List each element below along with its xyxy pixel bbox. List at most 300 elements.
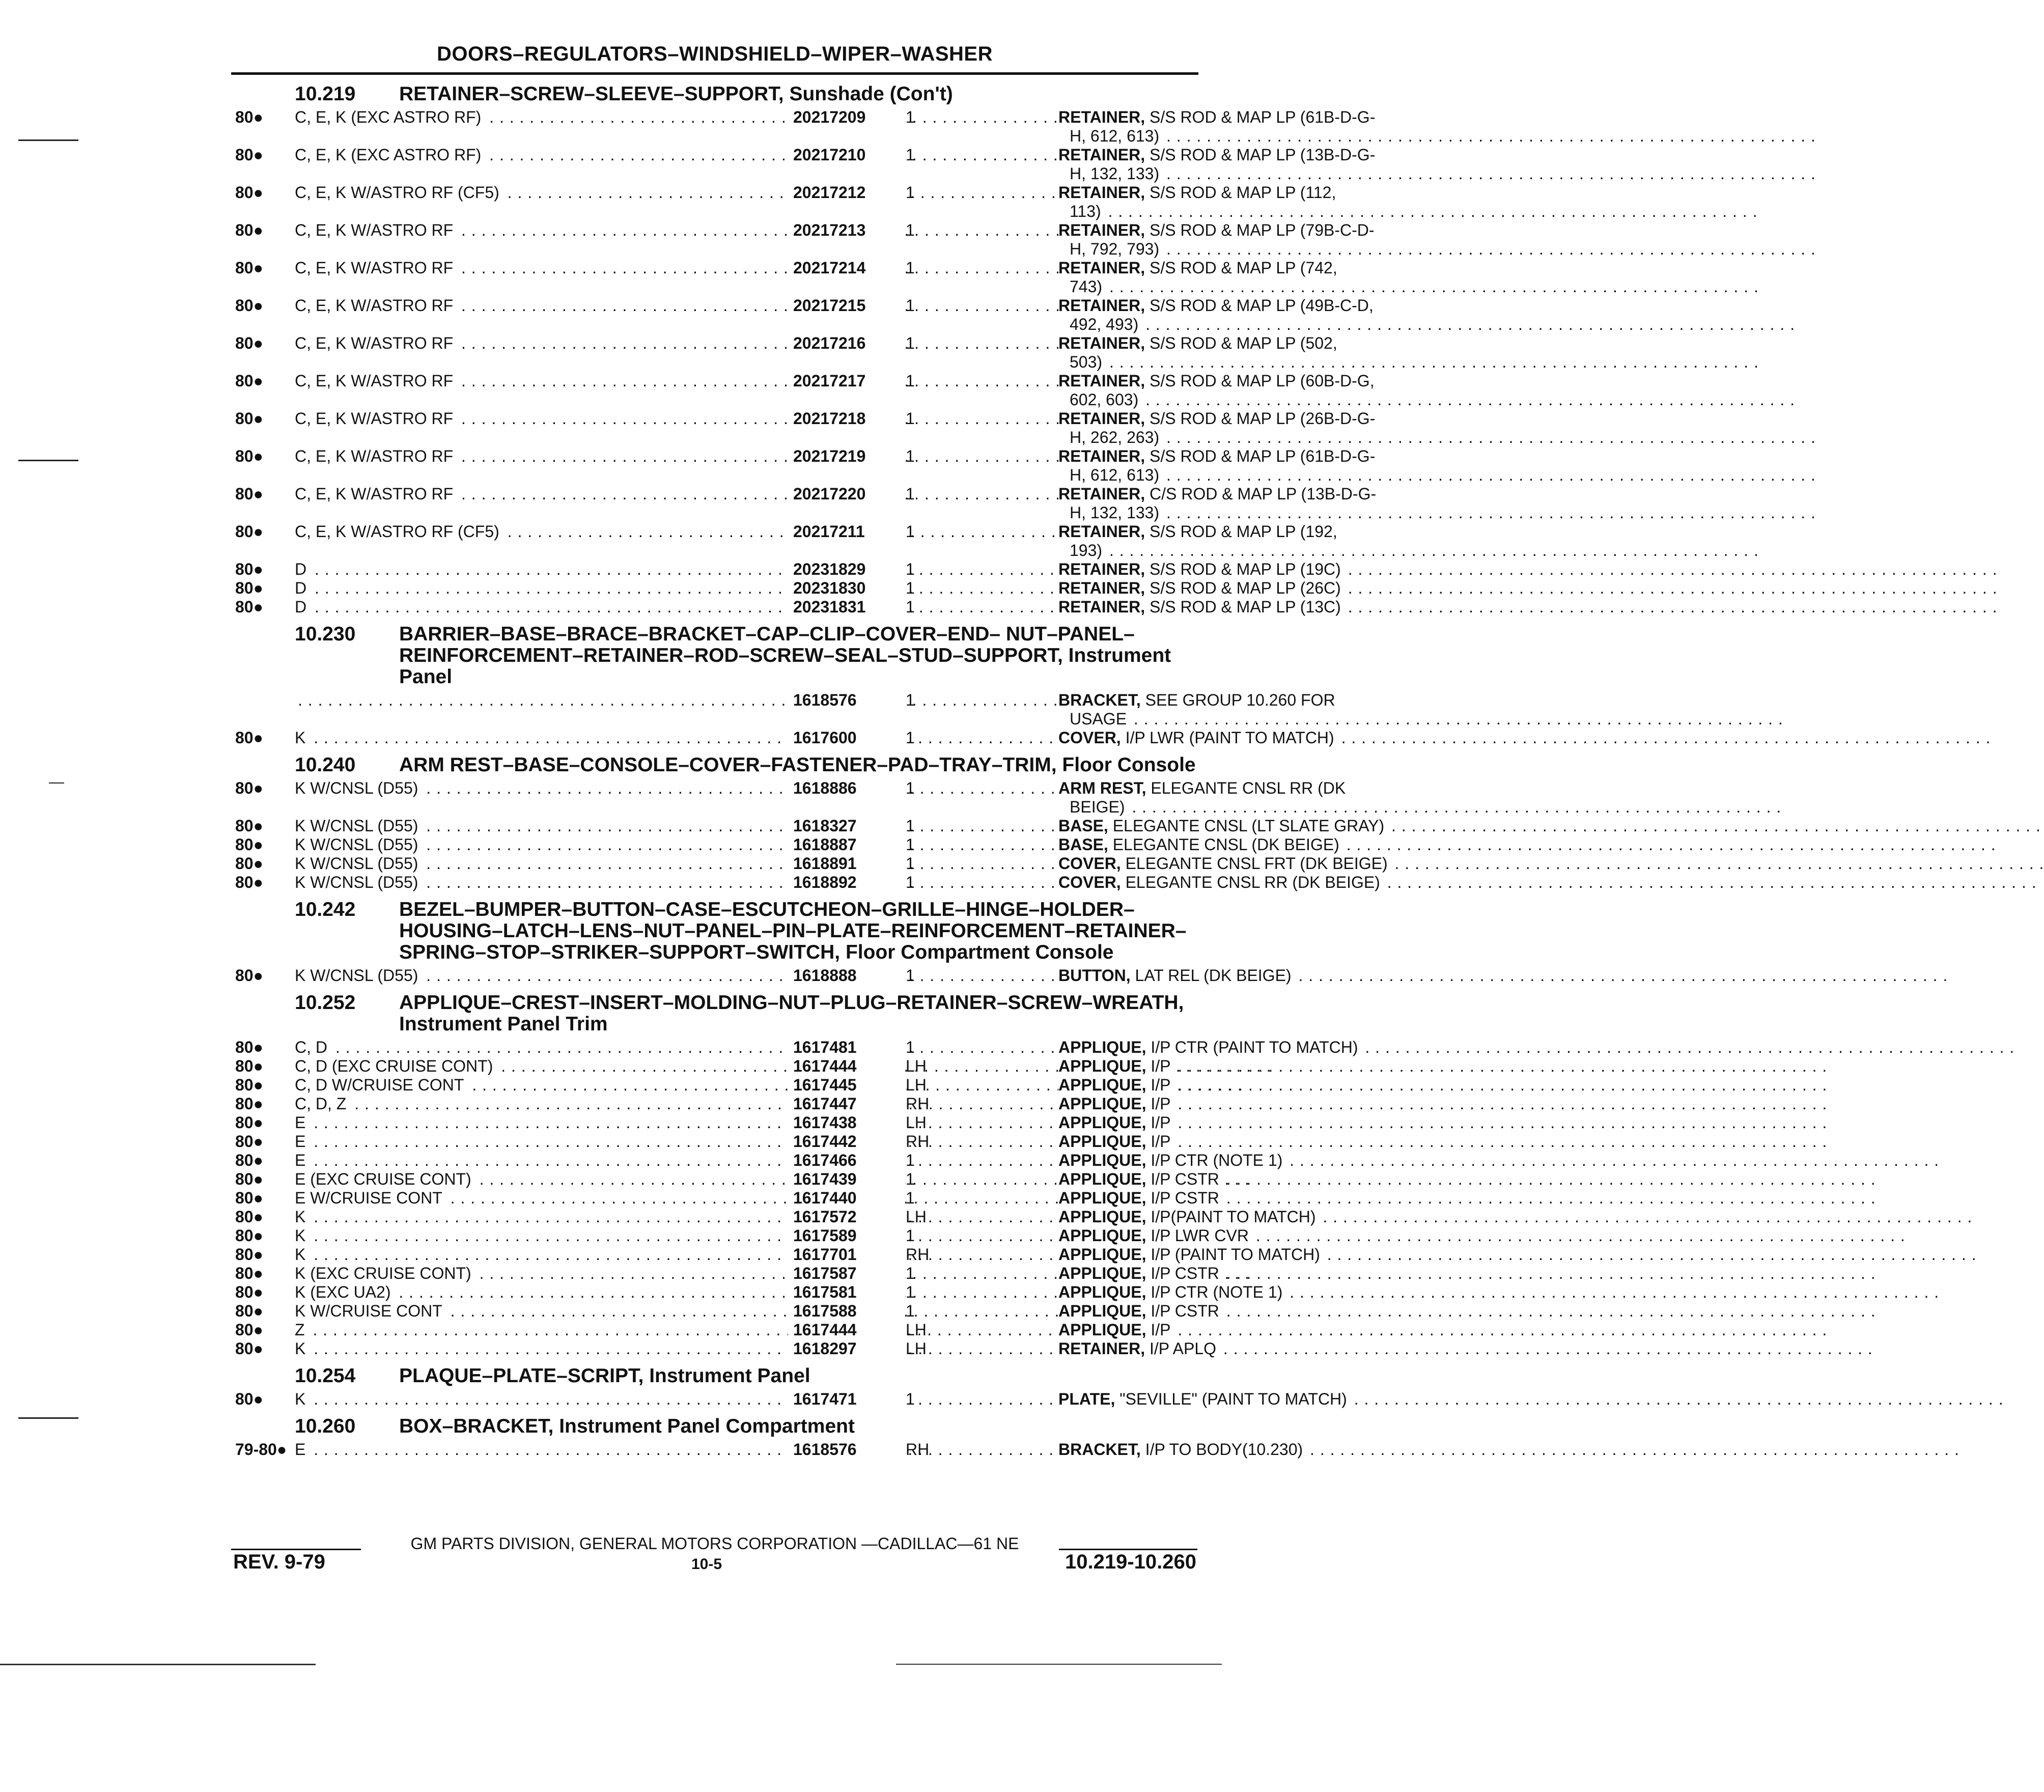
description-continuation <box>1058 127 1420 146</box>
quantity: 1 <box>906 1170 915 1188</box>
usage-cell <box>295 1245 791 1264</box>
description-text <box>1058 1245 1322 1264</box>
footer-text: GM PARTS DIVISION, GENERAL MOTORS CORPORATION —CADILLAC—61 NE <box>410 1534 1019 1553</box>
part-number: 1617701 <box>788 1245 905 1264</box>
description <box>1058 447 1420 485</box>
quantity: 1 <box>906 1302 915 1320</box>
description-line <box>1058 485 1420 503</box>
model-year: 80● <box>235 1321 263 1339</box>
part-number: 20217210 <box>788 146 905 164</box>
section-title <box>399 1365 1198 1387</box>
part-name: APPLIQUE, <box>1058 1132 1146 1151</box>
usage-text: C, D <box>295 1038 330 1056</box>
description-text <box>1058 183 1338 202</box>
description <box>1058 409 1420 447</box>
description-continuation <box>1058 240 1420 259</box>
description <box>1058 729 1420 747</box>
usage-cell <box>295 966 791 985</box>
usage-text: K <box>295 729 309 747</box>
table-row <box>231 485 1377 522</box>
description <box>1058 522 1420 560</box>
usage-cell <box>295 1038 791 1057</box>
section-number: 10.219 <box>295 83 356 105</box>
model-year: 80● <box>235 1226 263 1245</box>
quantity: 1 <box>906 579 915 597</box>
part-name: APPLIQUE, <box>1058 1189 1146 1207</box>
part-name: APPLIQUE, <box>1058 1095 1146 1113</box>
part-name: APPLIQUE, <box>1058 1113 1146 1132</box>
usage-text: C, D, Z <box>295 1095 349 1113</box>
part-detail: S/S ROD & MAP LP (742, <box>1145 259 1337 277</box>
part-detail: ELEGANTE CNSL (LT SLATE GRAY) <box>1108 817 1385 835</box>
description <box>1058 966 1420 985</box>
quantity: 1 <box>906 1038 915 1056</box>
description <box>1058 1208 1420 1226</box>
model-year: 80● <box>235 259 263 277</box>
description-continuation-text: 503) <box>1070 353 1104 371</box>
part-number: 20217218 <box>788 409 905 428</box>
usage-cell <box>295 296 791 315</box>
page-header: DOORS–REGULATORS–WINDSHIELD–WIPER–WASHER <box>437 43 993 65</box>
part-detail: I/P APLQ <box>1145 1339 1217 1358</box>
part-detail: I/P LWR CVR <box>1146 1226 1249 1245</box>
model-year: 80● <box>235 579 263 597</box>
description-line <box>1058 835 1420 854</box>
section-title-suffix: Sunshade (Con't) <box>783 83 953 105</box>
usage-cell <box>295 447 791 466</box>
section-number: 10.254 <box>295 1365 356 1387</box>
usage-cell <box>295 598 791 617</box>
part-detail: S/S ROD & MAP LP (112, <box>1145 183 1336 202</box>
part-number: 1617439 <box>788 1170 905 1189</box>
part-number: 1617466 <box>788 1151 905 1170</box>
usage-text: K W/CNSL (D55) <box>295 817 421 835</box>
part-number: 1617438 <box>788 1113 905 1132</box>
description-line <box>1058 183 1420 202</box>
usage-text: E <box>295 1113 309 1132</box>
description-text <box>1058 560 1343 578</box>
description-text <box>1058 854 1390 873</box>
usage-text: E <box>295 1440 309 1459</box>
model-year: 80● <box>235 1302 263 1320</box>
part-name: COVER, <box>1058 729 1121 747</box>
quantity: 1 <box>906 1151 915 1169</box>
part-detail: ELEGANTE CNSL RR (DK BEIGE) <box>1121 873 1380 891</box>
description <box>1058 560 1420 579</box>
description-text <box>1058 296 1376 315</box>
part-name: APPLIQUE, <box>1058 1057 1146 1075</box>
description-line <box>1058 1189 1420 1208</box>
table-row <box>231 259 1337 296</box>
description-line <box>1058 1095 1420 1113</box>
description-continuation-text: USAGE <box>1070 710 1129 728</box>
part-detail: I/P CTR (NOTE 1) <box>1146 1283 1283 1301</box>
description-continuation <box>1058 277 1420 296</box>
description-line <box>1058 779 1420 798</box>
part-number: 1617440 <box>788 1189 905 1208</box>
section-number: 10.260 <box>295 1415 356 1437</box>
model-year: 80● <box>235 334 263 352</box>
section-title-text: RETAINER–SCREW–SLEEVE–SUPPORT, <box>399 83 784 105</box>
part-number: 1617589 <box>788 1226 905 1245</box>
usage-text: D <box>295 598 310 616</box>
usage-text: D <box>295 579 310 597</box>
usage-text: K <box>295 1245 309 1264</box>
quantity: LH <box>906 1057 927 1075</box>
usage-cell <box>295 1302 791 1321</box>
model-year: 80● <box>235 1339 263 1358</box>
description-text <box>1058 835 1341 854</box>
usage-cell <box>295 1264 791 1283</box>
quantity: 1 <box>906 1390 915 1408</box>
model-year: 80● <box>235 447 263 465</box>
part-name: RETAINER, <box>1058 1339 1145 1358</box>
part-detail: I/P(PAINT TO MATCH) <box>1146 1208 1316 1226</box>
quantity: 1 <box>906 183 915 202</box>
table-row <box>231 598 1341 617</box>
usage-text: K W/CNSL (D55) <box>295 854 421 873</box>
model-year: 80● <box>235 966 263 985</box>
part-number: 1617600 <box>788 729 905 747</box>
description-line <box>1058 296 1420 315</box>
description <box>1058 1189 1420 1208</box>
table-row <box>231 873 1380 892</box>
usage-cell <box>295 835 791 854</box>
description-line <box>1058 1151 1420 1170</box>
part-detail: S/S ROD & MAP LP (61B-D-G- <box>1145 447 1376 465</box>
section-title-text: BARRIER–BASE–BRACE–BRACKET–CAP–CLIP–COVER–END– NUT–PANEL–REINFORCEMENT–RETAINER–ROD–SCREW–SEAL–STUD–SUPPORT, <box>399 623 1135 666</box>
usage-text: Z <box>295 1321 308 1339</box>
usage-cell <box>295 1076 791 1095</box>
part-number: 1618886 <box>788 779 905 798</box>
description <box>1058 1245 1420 1264</box>
part-name: PLATE, <box>1058 1390 1115 1408</box>
section-heading <box>231 1365 1198 1387</box>
table-row <box>231 1283 1283 1302</box>
part-name: APPLIQUE, <box>1058 1208 1146 1226</box>
part-number: 1618887 <box>788 835 905 854</box>
table-row <box>231 1226 1249 1245</box>
part-name: APPLIQUE, <box>1058 1302 1146 1320</box>
description <box>1058 1076 1420 1095</box>
part-number: 20217220 <box>788 485 905 503</box>
part-name: RETAINER, <box>1058 579 1145 597</box>
quantity: 1 <box>906 1283 915 1301</box>
section-title <box>399 992 1198 1035</box>
quantity: 1 <box>906 146 915 164</box>
description-line <box>1058 598 1420 617</box>
model-year: 80● <box>235 1170 263 1188</box>
part-number: 20217219 <box>788 447 905 466</box>
part-detail: "SEVILLE" (PAINT TO MATCH) <box>1115 1390 1347 1408</box>
quantity: 1 <box>906 1189 915 1207</box>
model-year: 80● <box>235 1095 263 1113</box>
part-name: RETAINER, <box>1058 485 1145 503</box>
usage-text: C, E, K W/ASTRO RF <box>295 334 456 352</box>
description-line <box>1058 1321 1420 1339</box>
description-line <box>1058 1076 1420 1095</box>
page-number: 10-5 <box>691 1556 722 1573</box>
description-text <box>1058 729 1336 747</box>
description-text <box>1058 1170 1221 1188</box>
table-row <box>231 334 1337 372</box>
usage-text: C, E, K W/ASTRO RF <box>295 485 456 503</box>
description <box>1058 579 1420 598</box>
table-row <box>231 729 1334 747</box>
table-row <box>231 108 1376 146</box>
part-detail: C/S ROD & MAP LP (13B-D-G- <box>1145 485 1377 503</box>
table-row <box>231 1440 1303 1459</box>
description-line <box>1058 579 1420 598</box>
quantity: 1 <box>906 873 915 891</box>
usage-text: C, E, K W/ASTRO RF (CF5) <box>295 183 502 202</box>
usage-text: K W/CNSL (D55) <box>295 835 421 854</box>
description-text <box>1058 1113 1172 1132</box>
table-row <box>231 854 1388 873</box>
model-year: 80● <box>235 183 263 202</box>
description-text <box>1058 1151 1284 1169</box>
usage-cell <box>295 560 791 579</box>
quantity: RH <box>906 1440 930 1459</box>
part-name: APPLIQUE, <box>1058 1264 1146 1282</box>
usage-cell <box>295 485 791 503</box>
description <box>1058 1339 1420 1358</box>
description-continuation-text: 193) <box>1070 541 1104 559</box>
description-continuation-text: H, 612, 613) <box>1070 466 1161 484</box>
model-year: 80● <box>235 1245 263 1264</box>
model-year: 80● <box>235 409 263 428</box>
part-detail: ELEGANTE CNSL FRT (DK BEIGE) <box>1121 854 1388 873</box>
model-year: 80● <box>235 779 263 797</box>
usage-text: C, E, K (EXC ASTRO RF) <box>295 146 484 164</box>
description-line <box>1058 334 1420 353</box>
usage-cell <box>295 779 791 798</box>
usage-text: C, E, K W/ASTRO RF <box>295 447 456 465</box>
description-line <box>1058 372 1420 390</box>
description <box>1058 873 1420 892</box>
part-number: 20217211 <box>788 522 905 541</box>
description-continuation <box>1058 710 1420 729</box>
part-name: ARM REST, <box>1058 779 1146 797</box>
usage-text: K W/CNSL (D55) <box>295 966 421 985</box>
usage-text: K (EXC CRUISE CONT) <box>295 1264 474 1282</box>
description-text <box>1058 1189 1221 1207</box>
section-title-suffix: Instrument Panel Trim <box>399 1013 608 1035</box>
description <box>1058 1283 1420 1302</box>
description-continuation <box>1058 466 1420 485</box>
table-row <box>231 372 1375 409</box>
part-detail: SEE GROUP 10.260 FOR <box>1140 691 1335 709</box>
quantity: 1 <box>906 372 915 390</box>
description-text <box>1058 817 1386 835</box>
table-row <box>231 1208 1316 1226</box>
part-name: RETAINER, <box>1058 598 1145 616</box>
part-name: APPLIQUE, <box>1058 1151 1146 1169</box>
usage-text: K <box>295 1226 309 1245</box>
usage-cell <box>295 334 791 353</box>
description <box>1058 334 1420 372</box>
description-text <box>1058 1132 1172 1151</box>
description-text <box>1058 409 1377 428</box>
bottom-rule <box>0 1664 316 1665</box>
part-number: 20217214 <box>788 259 905 277</box>
description-text <box>1058 1390 1349 1408</box>
quantity: 1 <box>906 334 915 352</box>
part-name: COVER, <box>1058 854 1121 873</box>
part-number: 20217209 <box>788 108 905 127</box>
usage-cell <box>295 579 791 598</box>
description-line <box>1058 146 1420 164</box>
usage-cell <box>295 691 791 710</box>
part-number: 1618892 <box>788 873 905 892</box>
usage-cell <box>295 522 791 541</box>
part-detail: S/S ROD & MAP LP (13C) <box>1145 598 1341 616</box>
description <box>1058 1057 1420 1076</box>
section-title <box>399 1416 1198 1437</box>
part-number: 1618297 <box>788 1339 905 1358</box>
usage-cell <box>295 372 791 390</box>
part-detail: I/P CSTR <box>1146 1189 1219 1207</box>
usage-cell <box>295 1208 791 1226</box>
part-number: 1617445 <box>788 1076 905 1095</box>
usage-cell <box>295 817 791 835</box>
table-row <box>231 1321 1198 1339</box>
description <box>1058 1390 1420 1409</box>
part-detail: I/P <box>1146 1321 1171 1339</box>
description-continuation <box>1058 202 1420 221</box>
part-number: 1617442 <box>788 1132 905 1151</box>
part-name: APPLIQUE, <box>1058 1245 1146 1264</box>
table-row <box>231 1245 1320 1264</box>
description-continuation <box>1058 353 1420 372</box>
quantity: 1 <box>906 259 915 277</box>
description-continuation-text: H, 792, 793) <box>1070 240 1161 258</box>
part-name: BASE, <box>1058 817 1108 835</box>
quantity: LH <box>906 1321 927 1339</box>
usage-text: D <box>295 560 310 578</box>
model-year: 80● <box>235 1132 263 1151</box>
description-line <box>1058 1440 1420 1459</box>
usage-text: C, E, K W/ASTRO RF <box>295 259 456 277</box>
usage-cell <box>295 1339 791 1358</box>
table-row <box>231 1132 1198 1151</box>
table-row <box>231 817 1385 835</box>
usage-text: C, E, K W/ASTRO RF (CF5) <box>295 522 502 541</box>
parts-list <box>231 76 1388 1459</box>
usage-text: K <box>295 1208 309 1226</box>
description-text <box>1058 1038 1360 1056</box>
part-name: APPLIQUE, <box>1058 1038 1146 1056</box>
usage-cell <box>295 146 791 164</box>
section-title-suffix: Floor Compartment Console <box>840 941 1114 963</box>
description-text <box>1058 598 1343 616</box>
quantity: 1 <box>906 817 915 835</box>
usage-cell <box>295 259 791 277</box>
section-title-suffix: Instrument Panel Compartment <box>553 1415 855 1437</box>
section-title-text: ARM REST–BASE–CONSOLE–COVER–FASTENER–PAD–TRAY–TRIM, <box>399 754 1057 776</box>
part-number: 1617581 <box>788 1283 905 1302</box>
margin-mark <box>18 460 78 461</box>
section-title <box>399 754 1198 776</box>
section-title-text: APPLIQUE–CREST–INSERT–MOLDING–NUT–PLUG–RETAINER–SCREW–WREATH, <box>399 992 1184 1014</box>
usage-text: C, D (EXC CRUISE CONT) <box>295 1057 496 1075</box>
section-number: 10.242 <box>295 899 356 920</box>
table-row <box>231 183 1336 221</box>
header-rule <box>231 72 1198 75</box>
table-row <box>231 835 1339 854</box>
section-heading <box>231 624 1198 688</box>
part-detail: I/P TO BODY(10.230) <box>1140 1440 1303 1459</box>
description <box>1058 183 1420 221</box>
description-text <box>1058 372 1377 390</box>
description <box>1058 296 1420 334</box>
description-text <box>1058 1208 1318 1226</box>
description-continuation-text: 492, 493) <box>1070 315 1140 333</box>
part-name: BRACKET, <box>1058 691 1141 709</box>
usage-cell <box>295 729 791 747</box>
usage-text: K W/CRUISE CONT <box>295 1302 445 1320</box>
description <box>1058 1321 1420 1339</box>
part-detail: I/P LWR (PAINT TO MATCH) <box>1121 729 1334 747</box>
description-text <box>1058 259 1339 277</box>
usage-cell <box>295 873 791 892</box>
usage-text: C, E, K W/ASTRO RF <box>295 372 456 390</box>
part-name: BUTTON, <box>1058 966 1131 985</box>
part-detail: S/S ROD & MAP LP (13B-D-G- <box>1145 146 1376 164</box>
part-number: 20217217 <box>788 372 905 390</box>
part-name: RETAINER, <box>1058 522 1145 541</box>
description <box>1058 108 1420 146</box>
description <box>1058 1170 1420 1189</box>
description-continuation <box>1058 798 1420 817</box>
model-year: 80● <box>235 1208 263 1226</box>
section-heading <box>231 754 1198 776</box>
quantity: 1 <box>906 779 915 797</box>
description-text <box>1058 1321 1172 1339</box>
description-line <box>1058 1038 1420 1057</box>
table-row <box>231 779 1346 817</box>
quantity: RH <box>906 1095 930 1113</box>
part-number: 20217213 <box>788 221 905 240</box>
table-row <box>231 579 1341 598</box>
quantity: LH <box>906 1339 927 1358</box>
model-year: 80● <box>235 485 263 503</box>
section-title <box>399 624 1198 688</box>
description-line <box>1058 1170 1420 1189</box>
usage-text: C, E, K W/ASTRO RF <box>295 409 456 428</box>
part-number: 20217216 <box>788 334 905 353</box>
description-line <box>1058 560 1420 579</box>
table-row <box>231 966 1292 985</box>
footer-rule-left <box>231 1549 361 1550</box>
description-line <box>1058 1208 1420 1226</box>
part-detail: S/S ROD & MAP LP (60B-D-G, <box>1145 372 1375 390</box>
description <box>1058 1264 1420 1283</box>
model-year: 80● <box>235 296 263 315</box>
description <box>1058 1095 1420 1113</box>
quantity: 1 <box>906 485 915 503</box>
model-year: 80● <box>235 1189 263 1207</box>
description <box>1058 259 1420 296</box>
part-number: 1617572 <box>788 1208 905 1226</box>
part-number: 1617447 <box>788 1095 905 1113</box>
part-detail: S/S ROD & MAP LP (61B-D-G- <box>1145 108 1376 126</box>
model-year: 80● <box>235 1057 263 1075</box>
table-row <box>231 1339 1217 1358</box>
table-row <box>231 221 1375 259</box>
section-title-text: PLAQUE–PLATE–SCRIPT, <box>399 1365 644 1387</box>
description-text <box>1058 447 1377 465</box>
